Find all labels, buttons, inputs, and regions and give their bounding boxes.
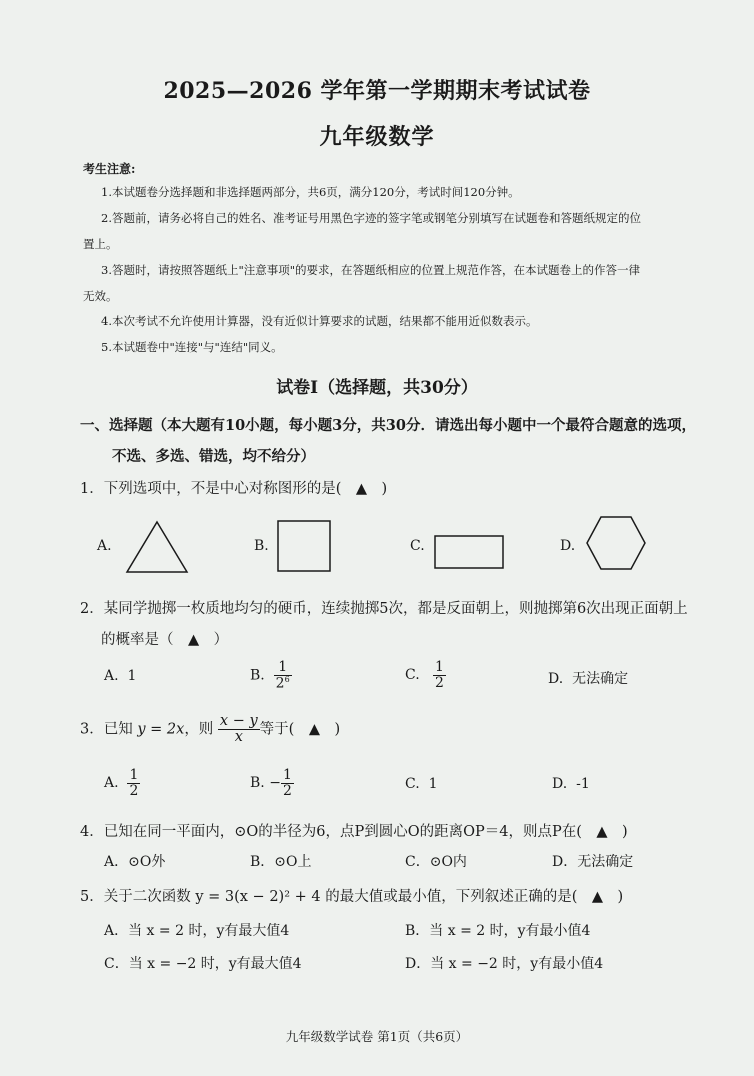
notice-item-3: 3.答题时，请按照答题纸上"注意事项"的要求，在答题纸相应的位置上规范作答，在本试题卷上的作答一律	[101, 263, 641, 277]
q2-option-c: C. $\frac{1}{2}$	[405, 659, 444, 691]
q2-option-a: A. 1	[104, 668, 137, 684]
page-footer: 九年级数学试卷 第1页（共6页）	[285, 1029, 469, 1044]
q2-option-d: D. 无法确定	[548, 671, 629, 687]
q4-stem: 4．已知在同一平面内，⊙O的半径为6，点P到圆心O的距离OP＝4，则点P在( ▲ )	[80, 824, 628, 840]
q1-option-b-label: B.	[254, 538, 269, 554]
notice-item-2-cont: 置上。	[83, 237, 118, 251]
q1-option-c-label: C.	[410, 538, 425, 554]
notice-item-1: 1.本试题卷分选择题和非选择题两部分，共6页，满分120分，考试时间120分钟。	[101, 185, 520, 199]
q1-option-d-label: D.	[560, 538, 576, 554]
section-title: 试卷Ⅰ（选择题，共30分）	[276, 378, 478, 398]
q3-option-d: D. -1	[552, 776, 590, 792]
q2-stem-line1: 2．某同学抛掷一枚质地均匀的硬币，连续抛掷5次，都是反面朝上，则抛掷第6次出现正面朝上	[80, 601, 688, 617]
q2-stem-line2: 的概率是（ ▲ ）	[101, 632, 229, 648]
q4-option-d: D．无法确定	[552, 854, 634, 870]
q5-option-a: A．当 x = 2 时，y有最大值4	[104, 923, 290, 939]
q1-option-a-label: A.	[97, 538, 112, 554]
section-desc-line1: 一、选择题（本大题有10小题，每小题3分，共30分．请选出每小题中一个最符合题意的选项，	[80, 417, 696, 434]
q4-option-a: A．⊙O外	[104, 854, 166, 870]
q5-stem: 5．关于二次函数 y = 3(x − 2)² + 4 的最大值或最小值，下列叙述正确的是( ▲ )	[80, 889, 624, 905]
q2-option-b: B. $\frac{1}{2^6}$	[250, 659, 290, 692]
section-desc-line2: 不选、多选、错选，均不给分）	[112, 448, 315, 465]
notice-item-2: 2.答题前，请务必将自己的姓名、准考证号用黑色字迹的签字笔或钢笔分别填写在试题卷和答题纸规定的位	[101, 211, 641, 225]
hexagon-icon	[585, 515, 647, 571]
q3-stem: 3．已知 y = 2x，则 $\frac{x - y}{x}$ 等于( ▲ )	[80, 713, 341, 746]
subject-title: 九年级数学	[319, 124, 435, 150]
q4-option-c: C．⊙O内	[405, 854, 467, 870]
triangle-icon	[125, 520, 189, 574]
rectangle-icon	[433, 534, 505, 570]
q1-stem: 1．下列选项中，不是中心对称图形的是( ▲ )	[80, 481, 388, 497]
q3-option-c: C. 1	[405, 776, 438, 792]
q5-option-d: D．当 x = −2 时，y有最小值4	[405, 956, 604, 972]
square-icon	[276, 519, 332, 573]
notice-item-5: 5.本试题卷中"连接"与"连结"同义。	[101, 340, 283, 354]
q3-option-a: A. $\frac{1}{2}$	[104, 767, 139, 799]
notice-item-4: 4.本次考试不允许使用计算器，没有近似计算要求的试题，结果都不能用近似数表示。	[101, 314, 538, 328]
notice-heading: 考生注意:	[83, 162, 136, 176]
q4-option-b: B．⊙O上	[250, 854, 312, 870]
q5-option-c: C．当 x = −2 时，y有最大值4	[104, 956, 302, 972]
notice-item-3-cont: 无效。	[83, 289, 118, 303]
q5-option-b: B．当 x = 2 时，y有最小值4	[405, 923, 591, 939]
exam-title: 2025—2026 学年第一学期期末考试试卷	[163, 78, 591, 104]
q3-option-b: B. − $\frac{1}{2}$	[250, 767, 292, 799]
